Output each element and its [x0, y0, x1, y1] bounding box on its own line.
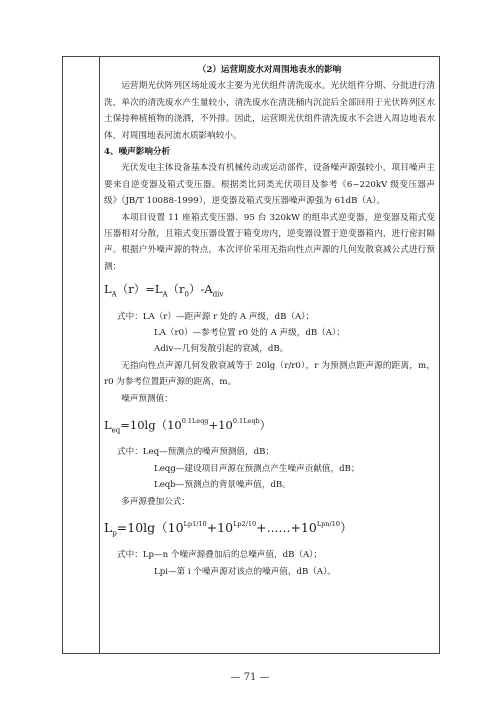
formula-prediction-rendered: $L_{eq}=10\lg(10^{0.1Leqg}+10^{0.1Leqb})$ [104, 417, 272, 435]
formula-attenuation-rendered: $L_A(r)=L_A(r_0)-A_{div}$ [104, 282, 224, 299]
section-heading: （2）运营期废水对周围地表水的影响 [197, 65, 342, 75]
definition-la-r: 式中：LA（r）—距声源 r 处的 A 声级，dB（A）； [117, 311, 315, 322]
formula-superposition [104, 514, 435, 544]
paragraph-divergence: 无指向性点声源几何发散衰减等于 20lg（r/r0），r 为预测点距声源的距离，m，r0 为参考位置距声源的距离，m。 [104, 360, 435, 388]
label-multi-source: 多声源叠加公式： [121, 496, 190, 507]
paragraph-wastewater: 运营期光伏阵列区场址废水主要为光伏组件清洗废水。光伏组件分期、分批进行清洗，单次的清洗废水产生量较小，清洗废水在清洗桶内沉淀后全部回用于光伏阵列区水土保持种植植物的浇洒，不外排。因此，运营期光伏组件清洗废水不会进入周边地表水体，对周围地表河流水质影响较小。 [104, 81, 435, 141]
definition-la-r0: LA（r0）—参考位置 r0 处的 A 声级，dB（A）； [154, 327, 345, 338]
formula-attenuation [104, 279, 435, 304]
definition-adiv: Adiv—几何发散引起的衰减，dB。 [154, 344, 289, 355]
noise-heading: 4、噪声影响分析 [104, 147, 171, 158]
table-content-cell [104, 62, 435, 580]
definition-leq: 式中：Leq—预测点的噪声预测值，dB； [117, 447, 275, 458]
definition-leqg: Leqg—建设项目声源在预测点产生噪声贡献值，dB； [154, 463, 360, 474]
label-noise-prediction: 噪声预测值： [121, 393, 173, 404]
table-frame [62, 56, 440, 654]
table-left-column [63, 57, 100, 653]
definition-leqb: Leqb—预测点的背景噪声值，dB。 [154, 480, 291, 491]
definition-lp: 式中：Lp—n 个噪声源叠加后的总噪声值，dB（A）； [117, 550, 323, 561]
formula-superposition-rendered: $L_p=10\lg(10^{Lp1/10}+10^{Lp2/10}+......+10^{Lpn/10})$ [104, 519, 353, 538]
formula-prediction [104, 411, 435, 440]
page-number: — 71 — [230, 672, 270, 683]
paragraph-noise-sources: 光伏发电主体设备基本没有机械传动或运动部件，设备噪声源强较小，项目噪声主要来自逆变器及箱式变压器。根据类比同类光伏项目及参考《6~220kV 级变压器声级》（JB/T 10088-1999），逆变器及箱式变压器噪声源强为 61dB（A）。 [104, 163, 435, 207]
definition-lpi: Lpi—第 i 个噪声源对该点的噪声值，dB（A）。 [154, 566, 336, 577]
paragraph-noise-method: 本项目设置 11 座箱式变压器、95 台 320kW 的组串式逆变器，逆变器及箱式变压器相对分散，且箱式变压器设置于箱变房内，逆变器设置于逆变器箱内，进行密封隔声。根据户外噪声源的特点，本次评价采用无指向性点声源的几何发散衰减公式进行预测： [104, 212, 435, 272]
